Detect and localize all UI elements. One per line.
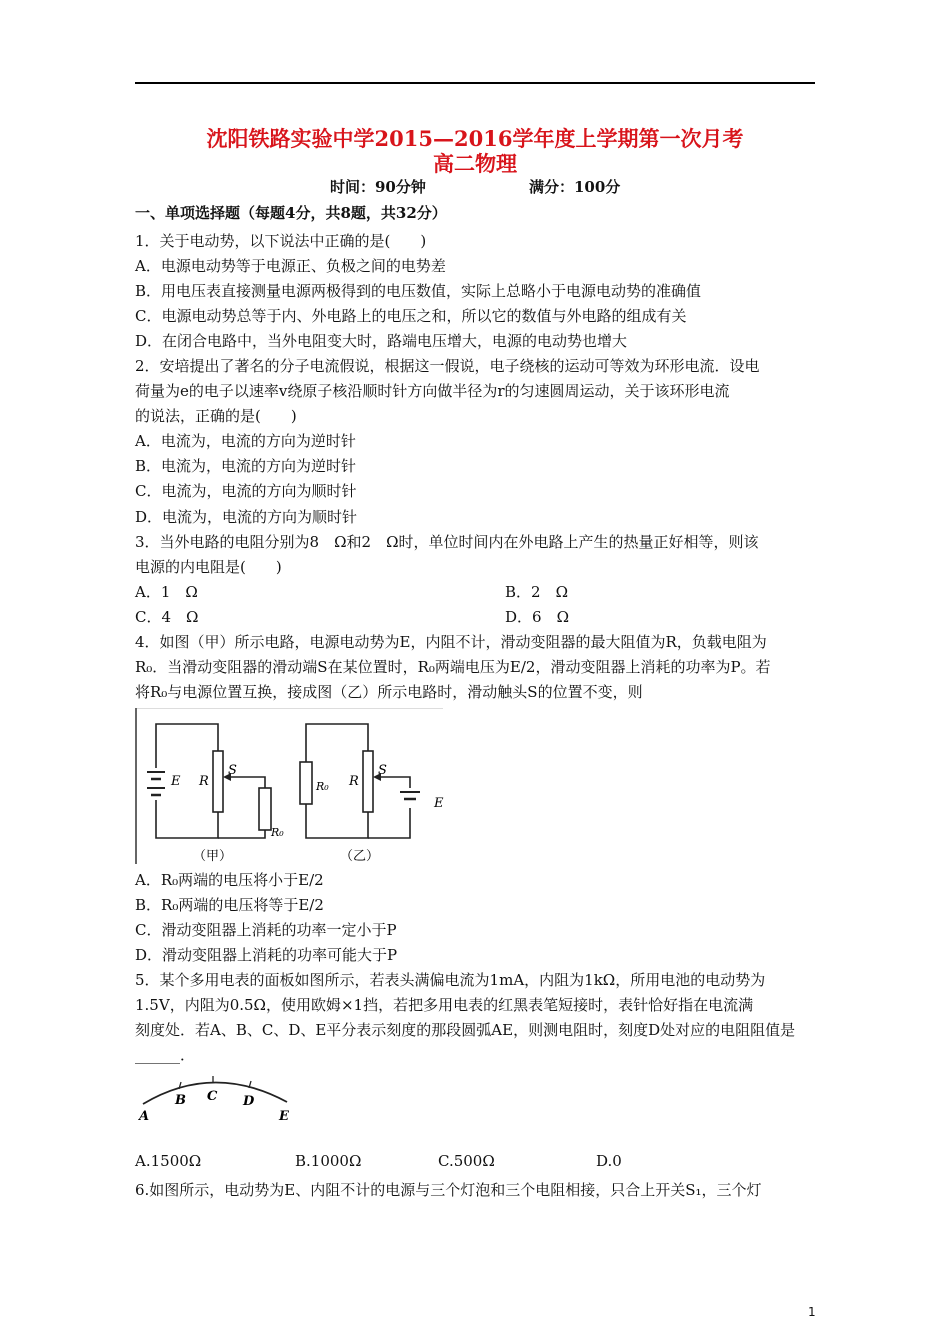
q3-option-d: D．6 Ω: [505, 608, 570, 626]
load-label-r0: R₀: [316, 780, 329, 793]
slider-label-s: S: [228, 763, 237, 778]
caption-jia: （甲）: [193, 849, 233, 864]
exam-time: 时间：90分钟: [330, 178, 426, 196]
arc-label-c: C: [207, 1089, 218, 1104]
q1-option-c: C．电源电动势总等于内、外电路上的电压之和，所以它的数值与外电路的组成有关: [135, 307, 687, 325]
q5-option-a: A.1500Ω: [135, 1152, 202, 1170]
arc-label-d: D: [243, 1094, 255, 1109]
rheostat-label-r: R: [349, 774, 359, 789]
q3-option-c: C．4 Ω: [135, 608, 199, 626]
q5-stem-line3: 刻度处．若A、B、C、D、E平分表示刻度的那段圆弧AE，则测电阻时，刻度D处对应的电阻阻值是: [135, 1021, 796, 1039]
q4-stem-line1: 4．如图（甲）所示电路，电源电动势为E，内阻不计，滑动变阻器的最大阻值为R，负载电阻为: [135, 633, 767, 651]
q5-meter-arc: [133, 1074, 303, 1124]
battery-label-e: E: [171, 774, 181, 789]
q5-stem-line1: 5．某个多用电表的面板如图所示，若表头满偏电流为1mA，内阻为1kΩ，所用电池的电动势为: [135, 971, 766, 989]
q5-option-c: C.500Ω: [438, 1152, 495, 1170]
q1-option-a: A．电源电动势等于电源正、负极之间的电势差: [135, 257, 446, 275]
arc-label-e: E: [279, 1109, 289, 1124]
battery-label-e: E: [434, 796, 444, 811]
load-label-r0: R₀: [271, 826, 284, 839]
q3-stem-line1: 3．当外电路的电阻分别为8 Ω和2 Ω时，单位时间内在外电路上产生的热量正好相等，则该: [135, 533, 759, 551]
q1-option-d: D．在闭合电路中，当外电阻变大时，路端电压增大，电源的电动势也增大: [135, 332, 628, 350]
circuit-jia: [147, 724, 271, 838]
q6-stem-line1: 6.如图所示，电动势为E、内阻不计的电源与三个灯泡和三个电阻相接，只合上开关S₁，三个灯: [135, 1181, 762, 1199]
slider-label-s: S: [378, 763, 387, 778]
q2-option-a: A．电流为，电流的方向为逆时针: [135, 432, 356, 450]
q3-option-a: A．1 Ω: [135, 583, 198, 601]
rheostat-label-r: R: [199, 774, 209, 789]
q4-option-c: C．滑动变阻器上消耗的功率一定小于P: [135, 921, 397, 939]
q3-option-b: B．2 Ω: [505, 583, 569, 601]
q4-option-d: D．滑动变阻器上消耗的功率可能大于P: [135, 946, 398, 964]
section-heading: 一、单项选择题（每题4分，共8题，共32分）: [135, 204, 447, 222]
q5-option-b: B.1000Ω: [295, 1152, 362, 1170]
exam-title: 沈阳铁路实验中学2015—2016学年度上学期第一次月考: [206, 126, 744, 151]
q2-stem-line2: 荷量为e的电子以速率v绕原子核沿顺时针方向做半径为r的匀速圆周运动，关于该环形电流: [135, 382, 730, 400]
q2-stem-line3: 的说法，正确的是( ): [135, 407, 297, 425]
q4-stem-line2: R₀．当滑动变阻器的滑动端S在某位置时，R₀两端电压为E/2，滑动变阻器上消耗的功率为P。若: [135, 658, 771, 676]
q4-stem-line3: 将R₀与电源位置互换，接成图（乙）所示电路时，滑动触头S的位置不变，则: [135, 683, 643, 701]
q4-circuit-figure: [133, 708, 445, 866]
q4-option-b: B．R₀两端的电压将等于E/2: [135, 896, 324, 914]
q5-option-d: D.0: [596, 1152, 622, 1170]
q4-option-a: A．R₀两端的电压将小于E/2: [135, 871, 324, 889]
header-rule: [135, 82, 815, 84]
q3-stem-line2: 电源的内电阻是( ): [135, 558, 282, 576]
caption-yi: （乙）: [340, 849, 380, 864]
q1-option-b: B．用电压表直接测量电源两极得到的电压数值，实际上总略小于电源电动势的准确值: [135, 282, 702, 300]
q2-option-c: C．电流为，电流的方向为顺时针: [135, 482, 357, 500]
exam-score: 满分：100分: [529, 178, 621, 196]
page-number: 1: [808, 1305, 816, 1319]
q2-option-d: D．电流为，电流的方向为顺时针: [135, 508, 358, 526]
q5-stem-line4: ______．: [135, 1046, 196, 1064]
q1-stem: 1．关于电动势，以下说法中正确的是( ): [135, 232, 427, 250]
arc-label-b: B: [175, 1093, 186, 1108]
q2-stem-line1: 2．安培提出了著名的分子电流假说，根据这一假说，电子绕核的运动可等效为环形电流．设电: [135, 357, 760, 375]
arc-label-a: A: [139, 1109, 150, 1124]
q2-option-b: B．电流为，电流的方向为逆时针: [135, 457, 357, 475]
q5-stem-line2: 1.5V，内阻为0.5Ω，使用欧姆×1挡，若把多用电表的红黑表笔短接时，表针恰好指在电流满: [135, 996, 754, 1014]
exam-subtitle: 高二物理: [433, 151, 517, 176]
